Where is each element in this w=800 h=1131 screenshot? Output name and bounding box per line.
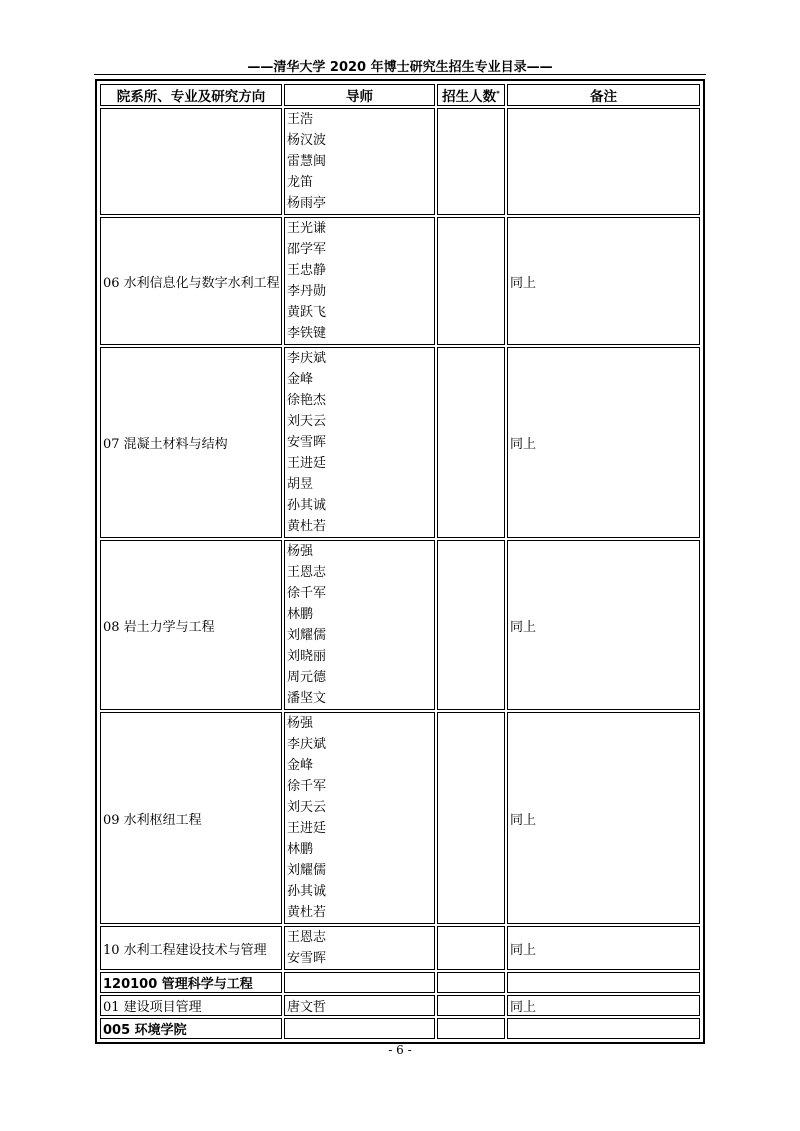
supervisor-name: 王进廷	[287, 456, 327, 471]
quota-cell	[437, 217, 505, 345]
notes-cell: 同上	[507, 217, 700, 345]
quota-header-label: 招生人数	[442, 89, 497, 105]
table-header-row	[100, 84, 700, 106]
supervisor-name: 李庆斌	[287, 351, 327, 366]
supervisor-name: 金峰	[287, 758, 314, 773]
direction-cell: 09 水利枢纽工程	[100, 712, 282, 924]
major-header-row	[100, 972, 700, 993]
page-header-title: ——清华大学 2020 年博士研究生招生专业目录——	[247, 60, 553, 75]
direction-cell	[100, 108, 282, 215]
supervisor-name: 刘天云	[287, 414, 327, 429]
catalog-table	[98, 82, 702, 1041]
quota-cell	[437, 926, 505, 970]
supervisor-name: 杨强	[287, 544, 314, 559]
supervisor-cell	[284, 540, 435, 710]
supervisor-name: 胡昱	[287, 477, 314, 492]
supervisor-name: 徐千军	[287, 779, 327, 794]
table-row	[100, 108, 700, 215]
supervisor-name: 周元德	[287, 670, 327, 685]
supervisor-name: 杨雨亭	[287, 196, 327, 211]
major-label: 120100 管理科学与工程	[100, 972, 282, 993]
supervisor-name: 雷慧闽	[287, 154, 327, 169]
quota-cell	[437, 347, 505, 538]
supervisor-cell	[284, 712, 435, 924]
notes-cell: 同上	[507, 712, 700, 924]
school-supervisor-cell	[284, 1018, 435, 1039]
column-header-quota	[437, 84, 505, 106]
table-row	[100, 926, 700, 970]
supervisor-name: 王浩	[287, 112, 314, 127]
supervisor-name: 安雪晖	[287, 951, 327, 966]
direction-cell: 06 水利信息化与数字水利工程	[100, 217, 282, 345]
quota-footnote-mark: *	[496, 89, 500, 98]
supervisor-name: 王恩志	[287, 565, 327, 580]
supervisor-cell	[284, 217, 435, 345]
column-header-notes: 备注	[507, 84, 700, 106]
supervisor-name: 刘耀儒	[287, 863, 327, 878]
direction-cell: 01 建设项目管理	[100, 995, 282, 1016]
supervisor-name: 李庆斌	[287, 737, 327, 752]
notes-cell	[507, 108, 700, 215]
header-divider	[94, 74, 706, 75]
quota-cell	[437, 995, 505, 1016]
notes-cell: 同上	[507, 347, 700, 538]
supervisor-name: 邵学军	[287, 242, 327, 257]
supervisor-name: 黄杜若	[287, 519, 327, 534]
supervisor-name: 孙其诚	[287, 498, 327, 513]
supervisor-cell	[284, 926, 435, 970]
table-row	[100, 540, 700, 710]
supervisor-name: 黄杜若	[287, 905, 327, 920]
supervisor-name: 金峰	[287, 372, 314, 387]
supervisor-cell	[284, 347, 435, 538]
supervisor-name: 徐千军	[287, 586, 327, 601]
notes-cell: 同上	[507, 995, 700, 1016]
supervisor-name: 安雪晖	[287, 435, 327, 450]
supervisor-name: 王光谦	[287, 221, 327, 236]
table-body	[100, 108, 700, 1039]
supervisor-name: 林鹏	[287, 607, 314, 622]
supervisor-cell	[284, 108, 435, 215]
notes-cell: 同上	[507, 540, 700, 710]
supervisor-name: 李丹勋	[287, 284, 327, 299]
supervisor-name: 潘坚文	[287, 691, 327, 706]
column-header-supervisor: 导师	[284, 84, 435, 106]
page-number: - 6 -	[388, 1043, 412, 1057]
notes-cell: 同上	[507, 926, 700, 970]
supervisor-name: 杨汉波	[287, 133, 327, 148]
supervisor-name: 孙其诚	[287, 884, 327, 899]
school-notes-cell	[507, 1018, 700, 1039]
table-row	[100, 217, 700, 345]
supervisor-name: 刘晓丽	[287, 649, 327, 664]
major-quota-cell	[437, 972, 505, 993]
direction-cell: 07 混凝土材料与结构	[100, 347, 282, 538]
quota-cell	[437, 540, 505, 710]
quota-cell	[437, 108, 505, 215]
supervisor-name: 徐艳杰	[287, 393, 327, 408]
direction-cell: 08 岩土力学与工程	[100, 540, 282, 710]
supervisor-name: 黄跃飞	[287, 305, 327, 320]
table-row	[100, 712, 700, 924]
supervisor-name: 刘耀儒	[287, 628, 327, 643]
supervisor-name: 王进廷	[287, 821, 327, 836]
school-quota-cell	[437, 1018, 505, 1039]
direction-cell: 10 水利工程建设技术与管理	[100, 926, 282, 970]
table-row	[100, 995, 700, 1016]
table-row	[100, 347, 700, 538]
supervisor-name: 龙笛	[287, 175, 314, 190]
supervisor-name: 王忠静	[287, 263, 327, 278]
quota-cell	[437, 712, 505, 924]
school-label: 005 环境学院	[100, 1018, 282, 1039]
supervisor-name: 林鹏	[287, 842, 314, 857]
major-notes-cell	[507, 972, 700, 993]
supervisor-cell: 唐文哲	[284, 995, 435, 1016]
catalog-table-frame	[95, 79, 705, 1044]
supervisor-name: 刘天云	[287, 800, 327, 815]
major-supervisor-cell	[284, 972, 435, 993]
school-header-row	[100, 1018, 700, 1039]
supervisor-name: 杨强	[287, 716, 314, 731]
supervisor-name: 王恩志	[287, 930, 327, 945]
supervisor-name: 李铁键	[287, 326, 327, 341]
column-header-dept: 院系所、专业及研究方向	[100, 84, 282, 106]
